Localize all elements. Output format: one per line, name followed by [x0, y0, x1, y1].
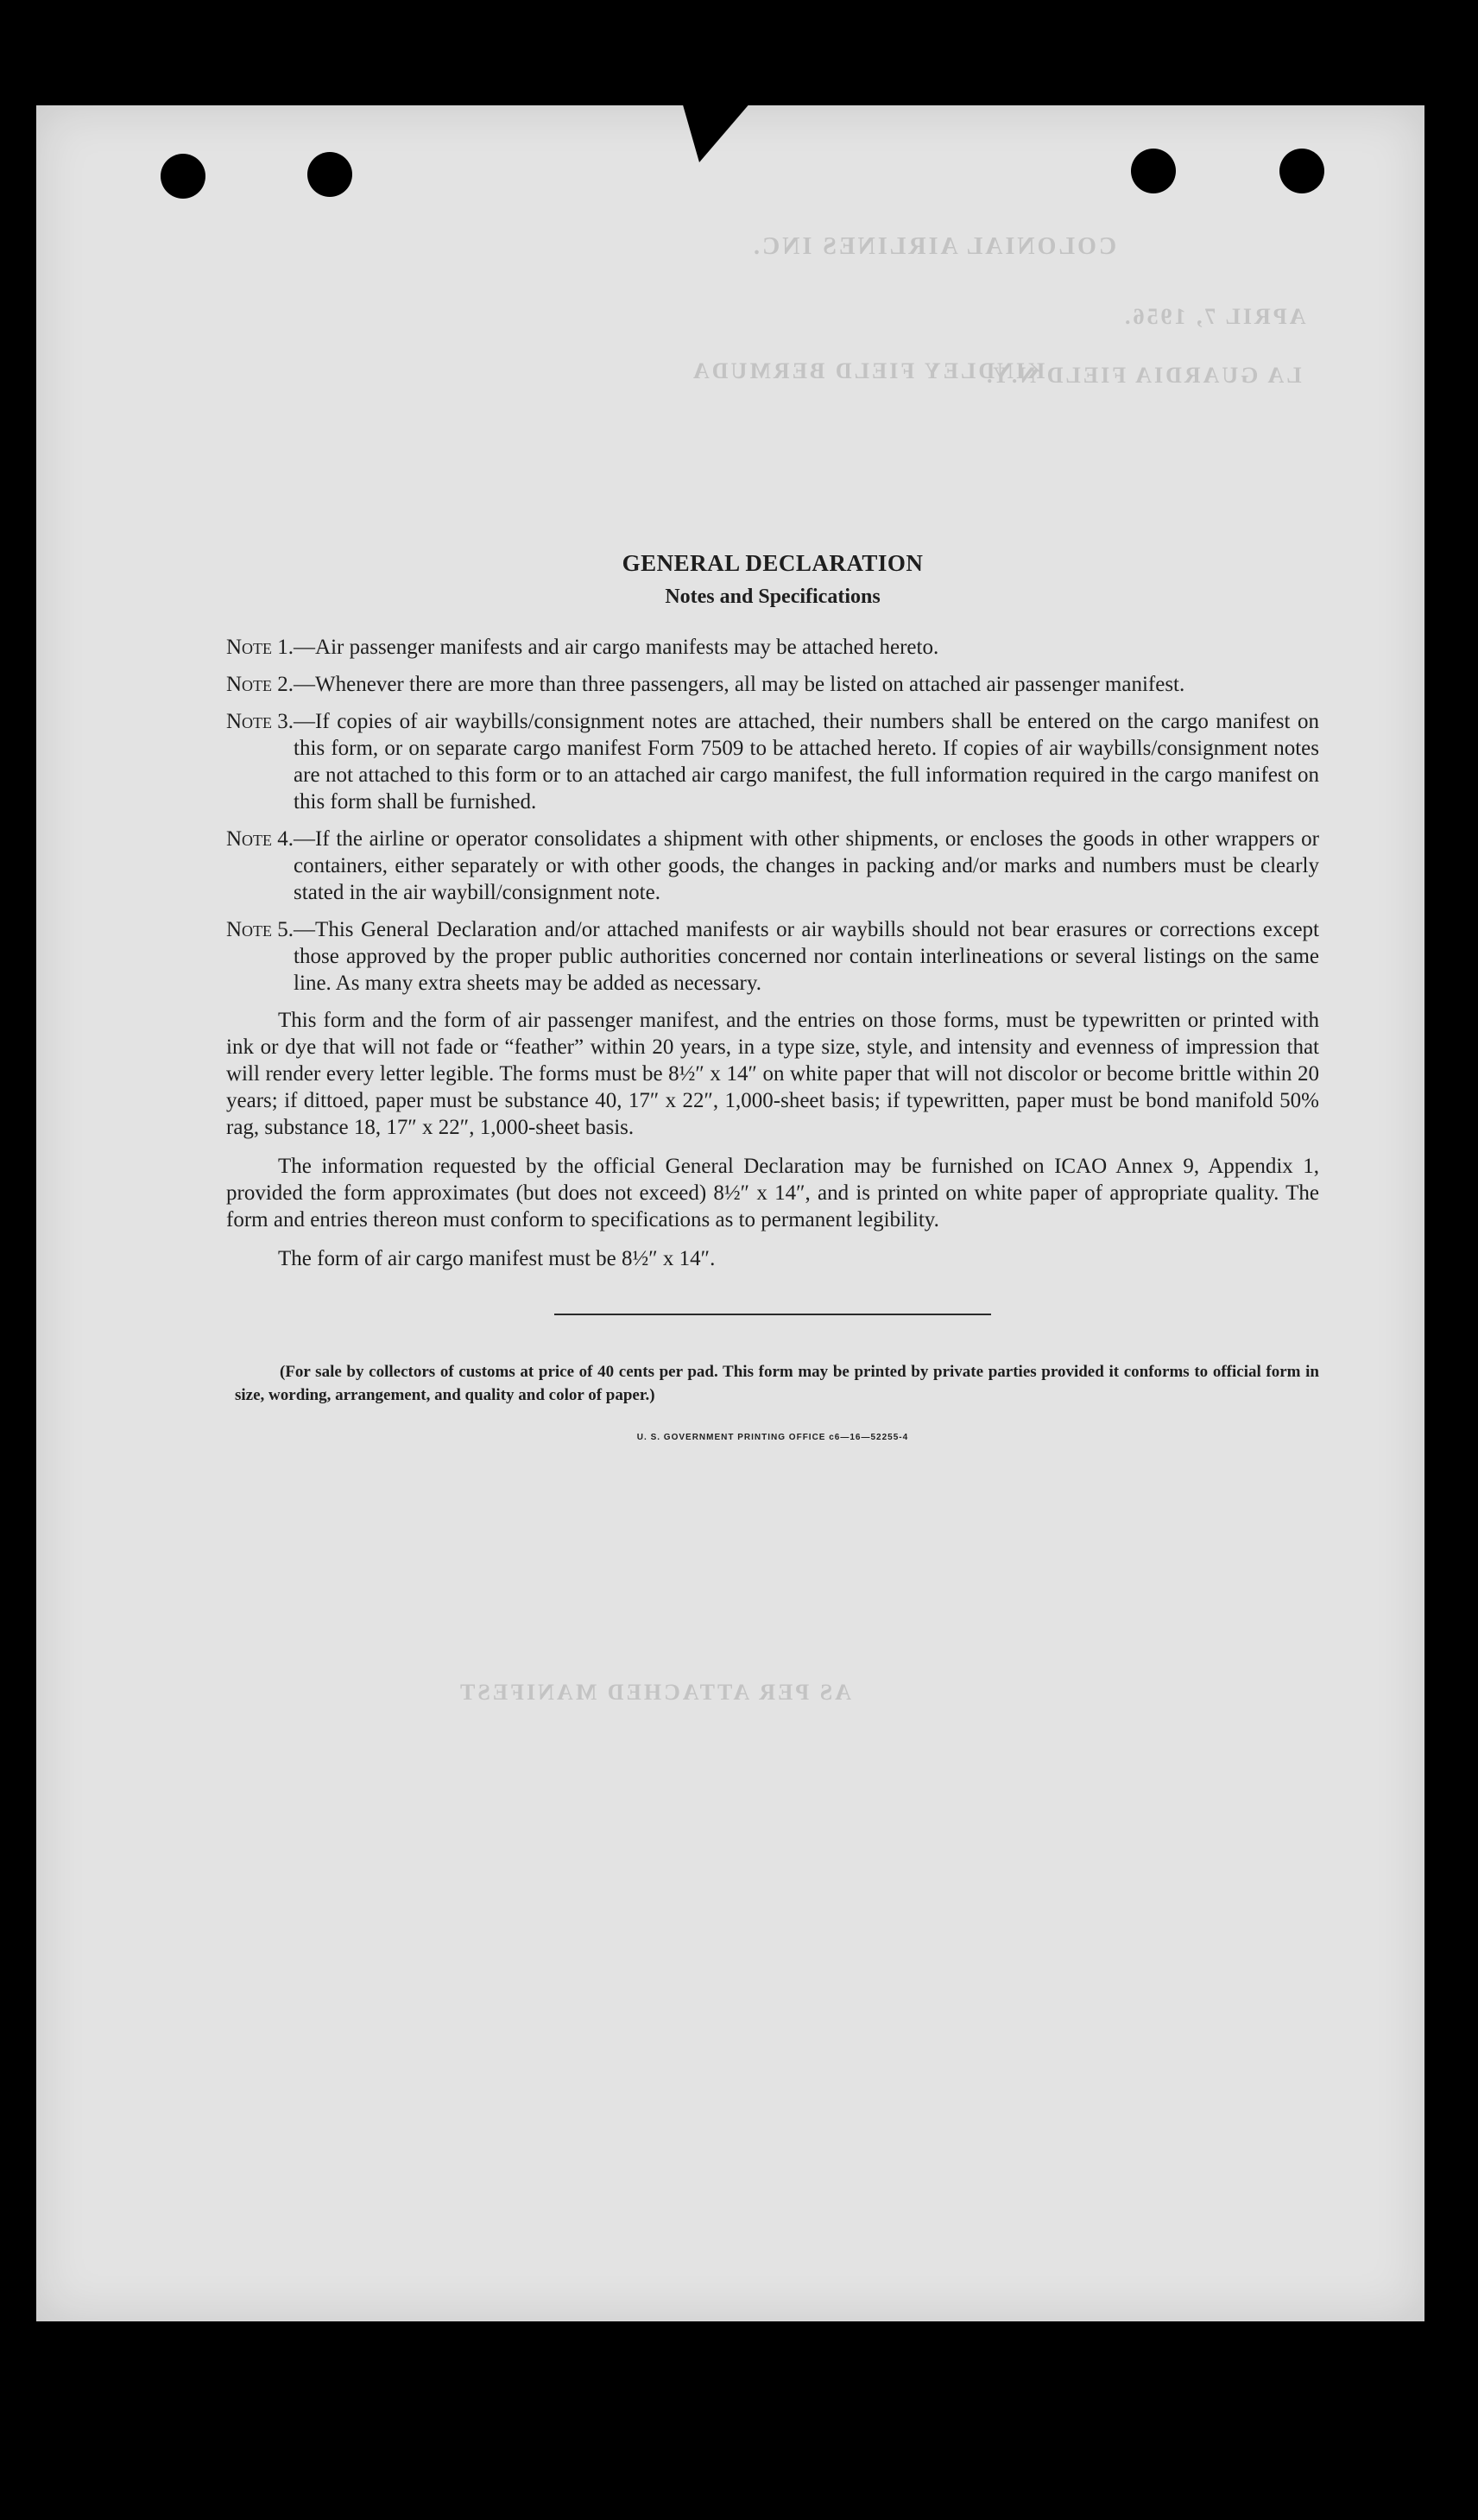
- note-text: —Air passenger manifests and air cargo manifests may be attached hereto.: [294, 636, 939, 659]
- paragraph-form-requirements: This form and the form of air passenger manifest, and the entries on those forms, must be typewritten or printed with ink or dye that will not fade or “feather” within 20 years, in a type size, style, and intensity and evenness of impression that will render every letter legible. The forms must be 8½″ x 14″ on white paper that will not discolor or become brittle within 20 years; if dittoed, paper must be substance 40, 17″ x 22″, 1,000-sheet basis; if typewritten, paper must be bond manifold 50% rag, substance 18, 17″ x 22″, 1,000-sheet basis.: [226, 1009, 1319, 1139]
- note-5: [226, 916, 1319, 997]
- bleed-airline: COLONIAL AIRLINES INC.: [751, 233, 1117, 260]
- page-title: GENERAL DECLARATION: [622, 550, 924, 576]
- note-text: —Whenever there are more than three passengers, all may be listed on attached air passenger manifest.: [294, 673, 1185, 696]
- bleed-date: APRIL 7, 1956.: [1122, 304, 1306, 329]
- note-2: [226, 671, 1319, 698]
- paragraph-icao: The information requested by the official General Declaration may be furnished on ICAO Annex 9, Appendix 1, provided the form approximates (but does not exceed) 8½″ x 14″, and is printed on white paper of appropriate quality. The form and entries thereon must conform to specifications as to permanent legibility.: [226, 1155, 1319, 1232]
- note-label: Note 5.: [226, 918, 294, 941]
- printing-office-line: U. S. GOVERNMENT PRINTING OFFICE c6—16—52255-4: [636, 1433, 909, 1442]
- note-text: —This General Declaration and/or attached manifests or air waybills should not bear erasures or corrections except those approved by the proper public authorities concerned nor contain interlineations or several listings on the same line. As many extra sheets may be added as necessary.: [294, 918, 1319, 995]
- note-3: [226, 708, 1319, 815]
- bleed-destination: LA GUARDIA FIELD N.Y.: [984, 363, 1302, 388]
- divider: [554, 1314, 991, 1315]
- paragraph-cargo-manifest-size: The form of air cargo manifest must be 8½″ x 14″.: [278, 1247, 716, 1270]
- sale-notice: (For sale by collectors of customs at price of 40 cents per pad. This form may be printed by private parties provided it conforms to official form in size, wording, arrangement, and quality and color of paper.): [235, 1363, 1319, 1404]
- note-label: Note 4.: [226, 827, 294, 851]
- torn-corner: [682, 102, 751, 162]
- note-4: [226, 826, 1319, 906]
- note-label: Note 3.: [226, 710, 294, 733]
- note-label: Note 1.: [226, 636, 294, 659]
- bleed-origin: KINDLEY FIELD BERMUDA: [691, 358, 1045, 383]
- punch-hole: [307, 152, 352, 197]
- page-subtitle: Notes and Specifications: [665, 586, 881, 608]
- note-1: [226, 634, 1319, 661]
- punch-hole: [1279, 149, 1324, 193]
- punch-hole: [1131, 149, 1176, 193]
- note-label: Note 2.: [226, 673, 294, 696]
- punch-hole: [161, 154, 205, 199]
- bleed-manifest: AS PER ATTACHED MANIFEST: [458, 1680, 852, 1705]
- note-text: —If copies of air waybills/consignment notes are attached, their numbers shall be entered on the cargo manifest on this form, or on separate cargo manifest Form 7509 to be attached hereto. If copies of air waybills/consignment notes are not attached to this form or to an attached air cargo manifest, the full information required in the cargo manifest on this form shall be furnished.: [294, 710, 1319, 814]
- declaration-content: [226, 546, 1319, 1442]
- note-text: —If the airline or operator consolidates a shipment with other shipments, or encloses the goods in other wrappers or containers, either separately or with other goods, the changes in packing and/or marks and numbers must be clearly stated in the air waybill/consignment note.: [294, 827, 1319, 904]
